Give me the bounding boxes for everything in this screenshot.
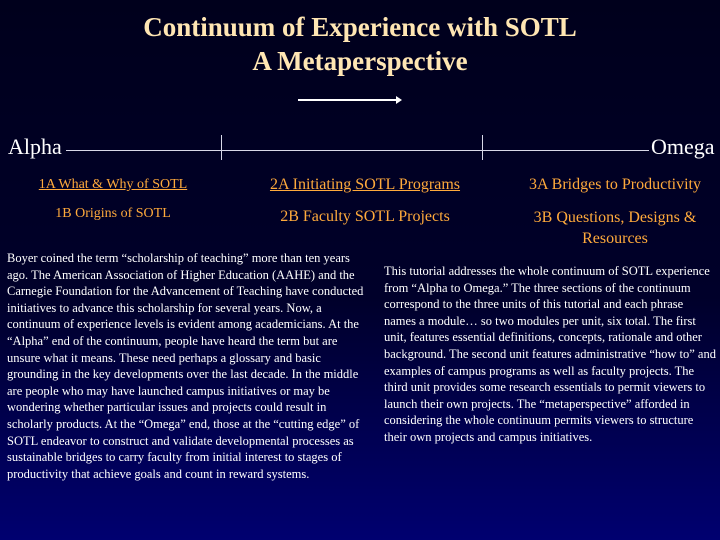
module-link-3b[interactable]: 3B Questions, Designs & Resources (533, 209, 697, 247)
page-title: Continuum of Experience with SOTL (143, 12, 577, 42)
page-subtitle: A Metaperspective (252, 46, 468, 76)
tutorial-description-paragraph: This tutorial addresses the whole continuum of SOTL experience from “Alpha to Omega.” The three sections of the continuum correspond to the three units of this tutorial and each phrase names a module… so two modules per unit, six total. The first unit, features essential definitions, concepts, rationale and other background. The second unit features administrative “how to” and examples of campus programs as well as faculty projects. The third unit provides some research essentials to permit viewers to launch their own projects. The “metaperspective” afforded in considering the whole continuum permits viewers to structure their own projects and campus initiatives. (384, 264, 716, 444)
module-link-1a[interactable]: 1A What & Why of SOTL (38, 177, 188, 192)
continuum-divider (221, 135, 222, 160)
arrow-head-icon (396, 96, 402, 104)
module-link-2a[interactable]: 2A Initiating SOTL Programs (269, 176, 461, 193)
continuum-divider (482, 135, 483, 160)
right-arrow-icon (298, 99, 398, 101)
continuum-line (66, 150, 649, 151)
module-link-3a[interactable]: 3A Bridges to Productivity (529, 176, 701, 193)
module-link-1b[interactable]: 1B Origins of SOTL (55, 206, 171, 221)
continuum-start-label: Alpha (8, 134, 62, 159)
intro-paragraph: Boyer coined the term “scholarship of teaching” more than ten years ago. The American Association of Higher Education (AAHE) and the Carnegie Foundation for the Advancement of Teaching have conducted initiatives to advance this scholarship for several years. Now, a continuum of experience levels is evident among academicians. At the “Alpha” end of the continuum, people have heard the term but are unsure what it means. These need perhaps a glossary and basic grounding in the key developments over the last decade. In the middle are people who may have launched campus initiatives or may be wondering whether particular issues and projects could result in scholarly products. At the “Omega” end, those at the “cutting edge” of SOTL endeavor to construct and validate developmental processes as sustainable bridges to carry faculty from initial interest to stages of productivity that achieve goals and count in reward systems. (7, 251, 364, 481)
module-link-2b[interactable]: 2B Faculty SOTL Projects (280, 208, 450, 225)
continuum-end-label: Omega (651, 134, 715, 159)
